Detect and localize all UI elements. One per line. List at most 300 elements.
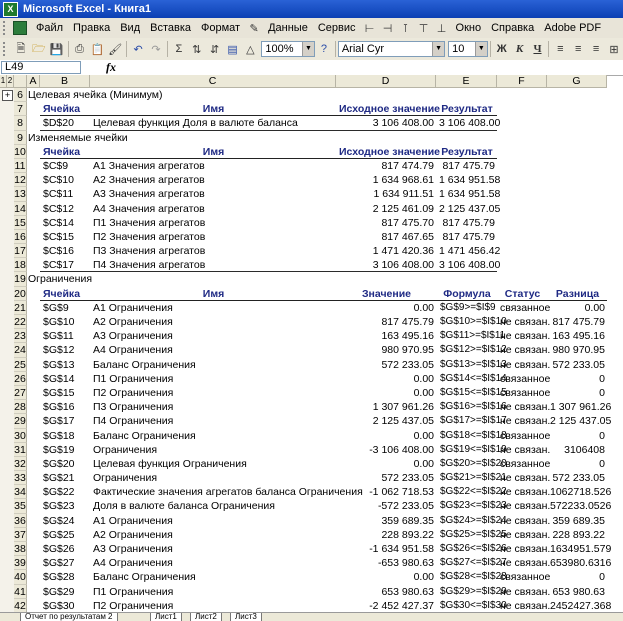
- row-header[interactable]: 15: [14, 216, 26, 229]
- autosum-icon[interactable]: Σ: [175, 43, 183, 55]
- cell-e[interactable]: 1 634 951.58: [439, 188, 501, 201]
- menu-window[interactable]: Окно: [455, 22, 482, 34]
- menu-help[interactable]: Справка: [491, 22, 535, 34]
- cell-b[interactable]: $G$26: [43, 543, 75, 555]
- cell-g[interactable]: 0: [599, 457, 605, 470]
- sort-descending-icon[interactable]: ⇵: [210, 43, 220, 56]
- menu-tools[interactable]: Сервис: [317, 22, 356, 34]
- cell-d[interactable]: 3 106 408.00: [372, 259, 434, 272]
- cell-g[interactable]: 2 125 437.05: [550, 415, 612, 428]
- cell-b[interactable]: $C$17: [43, 259, 74, 272]
- cell-e[interactable]: 2 125 437.05: [439, 202, 501, 215]
- drawing-icon[interactable]: ⊺: [402, 22, 409, 35]
- name-box[interactable]: L49: [1, 61, 81, 74]
- menu-file[interactable]: Файл: [36, 22, 64, 34]
- row-header[interactable]: 35: [14, 500, 26, 513]
- column-header-a[interactable]: A: [27, 75, 40, 88]
- cell-d[interactable]: Значение: [336, 287, 436, 301]
- cell-b[interactable]: $G$12: [43, 344, 75, 357]
- cell-c[interactable]: П2 Значения агрегатов: [93, 230, 206, 243]
- table-row: [0, 202, 623, 216]
- cell-g[interactable]: 1634951.579: [550, 543, 612, 555]
- cell-e[interactable]: Формула: [436, 287, 497, 301]
- row-header[interactable]: 22: [14, 316, 26, 328]
- help-icon[interactable]: ?: [320, 43, 327, 55]
- sheet-tab-report[interactable]: Отчет по результатам 2: [20, 613, 118, 621]
- cell-b[interactable]: $G$28: [43, 571, 75, 584]
- cell-b[interactable]: $C$11: [43, 188, 74, 201]
- outline-level-2-button[interactable]: 2: [7, 75, 14, 88]
- cell-e[interactable]: Результат: [436, 102, 497, 116]
- cell-e[interactable]: 817 475.79: [442, 159, 495, 172]
- chevron-down-icon[interactable]: ▼: [475, 42, 487, 56]
- cell-c[interactable]: П4 Значения агрегатов: [93, 259, 206, 272]
- cell-f[interactable]: не связан.: [500, 344, 551, 357]
- cell-e[interactable]: 3 106 408.00: [439, 259, 501, 272]
- cell-e[interactable]: $G$22<=$I$22: [440, 486, 507, 498]
- align-right-icon[interactable]: ≡: [592, 43, 600, 55]
- cell-c[interactable]: Имя: [90, 287, 336, 301]
- spreadsheet-grid[interactable]: [0, 75, 623, 613]
- cell-g[interactable]: 572 233.05: [552, 358, 605, 371]
- cell-b[interactable]: $G$22: [43, 486, 75, 499]
- cell-f[interactable]: не связан.: [500, 443, 551, 456]
- cell-f[interactable]: не связан.: [500, 486, 551, 499]
- cell-e[interactable]: $G$23<=$I$23: [440, 500, 507, 512]
- row-header[interactable]: 7: [14, 102, 27, 116]
- filter-icon[interactable]: ⊤: [418, 22, 429, 35]
- cell-f[interactable]: не связан.: [500, 599, 551, 612]
- cell-c[interactable]: Целевая функция Доля в валюте баланса: [93, 117, 298, 130]
- align-left-icon[interactable]: ≡: [557, 43, 564, 55]
- cell-e[interactable]: 3 106 408.00: [439, 117, 501, 130]
- cell-d[interactable]: 0.00: [413, 457, 434, 470]
- chart-icon[interactable]: ▤: [227, 43, 238, 56]
- cell-b[interactable]: $D$20: [43, 117, 74, 130]
- cell-c[interactable]: А4 Ограничения: [93, 557, 173, 570]
- row-header[interactable]: 6: [14, 88, 27, 102]
- cell-c[interactable]: А3 Ограничения: [93, 543, 173, 555]
- cell-e[interactable]: $G$26<=$I$26: [440, 543, 507, 554]
- cell-f[interactable]: не связан.: [500, 472, 551, 485]
- cell-b[interactable]: $C$16: [43, 245, 74, 258]
- cell-a[interactable]: Целевая ячейка (Минимум): [28, 89, 163, 101]
- row-header[interactable]: 13: [14, 188, 26, 201]
- cell-g[interactable]: 980 970.95: [552, 344, 605, 357]
- cell-e[interactable]: $G$19<=$I$19: [440, 443, 507, 455]
- cell-f[interactable]: не связан.: [500, 514, 551, 527]
- cell-c[interactable]: П4 Ограничения: [93, 415, 174, 428]
- cell-b[interactable]: $C$15: [43, 230, 74, 243]
- row-header[interactable]: 39: [14, 557, 26, 570]
- outline-icon[interactable]: ⊥: [436, 22, 447, 35]
- cell-d[interactable]: 0.00: [413, 372, 434, 385]
- cell-d[interactable]: 0.00: [413, 386, 434, 399]
- redo-icon[interactable]: ↷: [151, 43, 161, 56]
- underline-button[interactable]: Ч: [533, 43, 542, 55]
- cell-b[interactable]: $G$18: [43, 429, 75, 442]
- cell-c[interactable]: Ограничения: [93, 472, 157, 485]
- cell-b[interactable]: $C$10: [43, 174, 74, 187]
- row-header[interactable]: 28: [14, 401, 26, 414]
- cell-c[interactable]: П1 Значения агрегатов: [93, 216, 206, 229]
- row-header[interactable]: 38: [14, 543, 26, 555]
- cell-d[interactable]: 0.00: [413, 429, 434, 442]
- row-header[interactable]: 8: [14, 116, 27, 130]
- cell-d[interactable]: 163 495.16: [381, 330, 434, 343]
- cell-g[interactable]: 0: [599, 571, 605, 584]
- cell-c[interactable]: П3 Ограничения: [93, 401, 174, 414]
- cell-b[interactable]: $G$29: [43, 585, 75, 598]
- menu-data[interactable]: Данные: [268, 22, 308, 34]
- cell-c[interactable]: А2 Значения агрегатов: [93, 174, 205, 187]
- cell-b[interactable]: $G$25: [43, 528, 75, 541]
- cell-e[interactable]: $G$15<=$I$15: [440, 386, 507, 398]
- cell-d[interactable]: 1 634 968.61: [372, 174, 434, 187]
- cell-d[interactable]: 817 467.65: [381, 230, 434, 243]
- cell-f[interactable]: не связан.: [500, 557, 551, 570]
- cell-c[interactable]: Доля в валюте баланса Ограничения: [93, 500, 275, 513]
- cell-d[interactable]: 817 475.79: [381, 316, 434, 328]
- cell-f[interactable]: не связан.: [500, 585, 551, 598]
- cell-e[interactable]: $G$27<=$I$27: [440, 557, 507, 569]
- cell-e[interactable]: $G$18<=$I$18: [440, 429, 507, 441]
- cell-d[interactable]: 0.00: [413, 571, 434, 584]
- row-header[interactable]: 33: [14, 472, 26, 485]
- cell-d[interactable]: 980 970.95: [381, 344, 434, 357]
- italic-button[interactable]: К: [515, 43, 524, 55]
- menu-bar: [0, 18, 623, 39]
- cell-b[interactable]: $G$24: [43, 514, 75, 527]
- cell-d[interactable]: 817 474.79: [381, 159, 434, 172]
- table-row: [0, 457, 623, 471]
- cell-b[interactable]: $G$27: [43, 557, 75, 570]
- format-brush-icon[interactable]: 🖌: [108, 43, 123, 56]
- font-size-select[interactable]: [448, 41, 488, 57]
- sheet-tab-3[interactable]: Лист3: [230, 613, 262, 621]
- cell-d[interactable]: -653 980.63: [377, 557, 434, 570]
- cell-c[interactable]: А1 Значения агрегатов: [93, 159, 205, 172]
- cell-d[interactable]: 2 125 461.09: [372, 202, 434, 215]
- merge-center-icon[interactable]: ⊞: [609, 43, 619, 56]
- row-header[interactable]: 34: [14, 486, 26, 499]
- cell-g[interactable]: 2452427.368: [550, 599, 612, 612]
- cell-e[interactable]: $G$16>=$I$16: [440, 401, 507, 413]
- cell-b[interactable]: $G$14: [43, 372, 75, 385]
- column-header-g[interactable]: G: [547, 75, 607, 88]
- formula-bar: [0, 60, 623, 76]
- cell-g[interactable]: Разница: [547, 287, 607, 301]
- cell-b[interactable]: $G$20: [43, 457, 75, 470]
- cell-g[interactable]: 653 980.63: [552, 585, 605, 598]
- cell-c[interactable]: А2 Ограничения: [93, 316, 173, 328]
- row-header[interactable]: 19: [14, 273, 26, 286]
- cell-g[interactable]: 817 475.79: [552, 316, 605, 328]
- row-header[interactable]: 18: [14, 259, 26, 272]
- cell-e[interactable]: $G$12>=$I$12: [440, 344, 507, 356]
- cell-c[interactable]: П2 Ограничения: [93, 599, 174, 612]
- cell-d[interactable]: -3 106 408.00: [369, 443, 434, 456]
- cell-d[interactable]: 1 471 420.36: [372, 245, 434, 258]
- cell-g[interactable]: 0: [599, 429, 605, 442]
- cell-a[interactable]: Ограничения: [28, 273, 92, 286]
- row-header[interactable]: 16: [14, 230, 26, 243]
- cell-e[interactable]: Результат: [436, 145, 497, 159]
- cell-f[interactable]: связанное: [500, 457, 551, 470]
- cell-e[interactable]: 1 634 951.58: [439, 174, 501, 187]
- cell-d[interactable]: -572 233.05: [377, 500, 434, 513]
- outline-expand-button[interactable]: +: [2, 90, 13, 101]
- cell-d[interactable]: 228 893.22: [381, 528, 434, 541]
- row-header[interactable]: 31: [14, 443, 26, 456]
- cell-c[interactable]: Баланс Ограничения: [93, 358, 196, 371]
- table-row: [0, 386, 623, 400]
- cell-g[interactable]: 653980.6316: [550, 557, 612, 570]
- sort-ascending-icon[interactable]: ⇅: [192, 43, 202, 56]
- cell-g[interactable]: 0: [599, 372, 605, 385]
- row-header[interactable]: 11: [14, 159, 26, 172]
- cell-d[interactable]: Исходное значение: [336, 145, 436, 159]
- cell-e[interactable]: $G$24>=$I$24: [440, 514, 507, 526]
- cell-f[interactable]: не связан.: [500, 358, 551, 371]
- row-header[interactable]: 9: [14, 131, 27, 145]
- cell-g[interactable]: 0.00: [584, 301, 605, 314]
- column-header-c[interactable]: C: [90, 75, 336, 88]
- toolbar-grip-2[interactable]: [3, 42, 9, 56]
- cell-b[interactable]: $G$13: [43, 358, 75, 371]
- cell-d[interactable]: 359 689.35: [381, 514, 434, 527]
- row-header[interactable]: 24: [14, 344, 26, 357]
- row-header[interactable]: 21: [14, 301, 26, 314]
- row-header[interactable]: 26: [14, 372, 26, 385]
- select-all-corner[interactable]: [14, 75, 27, 88]
- cell-c[interactable]: А3 Значения агрегатов: [93, 188, 205, 201]
- cell-e[interactable]: $G$20>=$I$20: [440, 457, 507, 469]
- cell-b[interactable]: $G$19: [43, 443, 75, 456]
- save-icon[interactable]: 💾: [49, 43, 64, 56]
- cell-e[interactable]: 817 475.79: [442, 230, 495, 243]
- row-header[interactable]: 29: [14, 415, 26, 428]
- cell-c[interactable]: А2 Ограничения: [93, 528, 173, 541]
- cell-c[interactable]: Ограничения: [93, 443, 157, 456]
- cell-f[interactable]: связанное: [500, 571, 551, 584]
- bold-button[interactable]: Ж: [496, 43, 507, 55]
- cell-d[interactable]: 653 980.63: [381, 585, 434, 598]
- title-bar: [0, 0, 623, 18]
- print-icon[interactable]: ⎙: [75, 42, 84, 55]
- cell-g[interactable]: 359 689.35: [552, 514, 605, 527]
- cell-b[interactable]: $G$17: [43, 415, 75, 428]
- cell-d[interactable]: 1 634 911.51: [373, 188, 434, 201]
- font-value: Arial Cyr: [341, 43, 385, 55]
- cell-f[interactable]: связанное: [500, 429, 551, 442]
- cell-c[interactable]: Фактические значения агрегатов баланса Ограничения: [93, 486, 363, 499]
- format-painter-icon[interactable]: ✎: [249, 22, 259, 35]
- cell-c[interactable]: П2 Ограничения: [93, 386, 174, 399]
- workbook-icon[interactable]: [13, 21, 27, 35]
- cell-f[interactable]: связанное: [500, 372, 551, 385]
- cell-d[interactable]: 817 475.70: [381, 216, 434, 229]
- row-header[interactable]: 23: [14, 330, 26, 343]
- table-row: [0, 358, 623, 372]
- cell-c[interactable]: А1 Ограничения: [93, 514, 173, 527]
- cell-f[interactable]: не связан.: [500, 401, 551, 414]
- cell-g[interactable]: 1 307 961.26: [550, 401, 612, 414]
- sheet-tab-2[interactable]: Лист2: [190, 613, 222, 621]
- column-header-e[interactable]: E: [436, 75, 497, 88]
- cell-c[interactable]: Имя: [90, 102, 336, 116]
- cell-d[interactable]: 3 106 408.00: [372, 117, 434, 130]
- row-header[interactable]: 40: [14, 571, 26, 584]
- cell-d[interactable]: 572 233.05: [381, 472, 434, 485]
- cell-e[interactable]: $G$28<=$I$28: [440, 571, 507, 583]
- cell-g[interactable]: 572 233.05: [552, 472, 605, 485]
- cell-b[interactable]: $C$14: [43, 216, 74, 229]
- cell-e[interactable]: $G$11>=$I$11: [440, 330, 506, 342]
- toolbar-grip[interactable]: [3, 21, 9, 35]
- cell-d[interactable]: 1 307 961.26: [372, 401, 434, 414]
- cell-b[interactable]: $G$21: [43, 472, 75, 485]
- cell-f[interactable]: не связан.: [500, 316, 551, 328]
- new-icon[interactable]: 🗎: [16, 42, 26, 55]
- sheet-tab-1[interactable]: Лист1: [150, 613, 182, 621]
- column-header-d[interactable]: D: [336, 75, 436, 88]
- cell-f[interactable]: не связан.: [500, 528, 551, 541]
- cell-c[interactable]: А4 Значения агрегатов: [93, 202, 205, 215]
- formula-input[interactable]: [116, 61, 623, 74]
- row-header[interactable]: 37: [14, 528, 26, 541]
- cell-b[interactable]: $G$23: [43, 500, 75, 513]
- cell-a[interactable]: Изменяемые ячейки: [28, 131, 128, 144]
- cell-d[interactable]: 572 233.05: [381, 358, 434, 371]
- cell-d[interactable]: 0.00: [413, 301, 434, 314]
- row-header[interactable]: 36: [14, 514, 26, 527]
- cell-f[interactable]: связанное: [500, 386, 551, 399]
- cell-d[interactable]: -1 062 718.53: [369, 486, 434, 499]
- cell-e[interactable]: $G$13>=$I$13: [440, 358, 507, 370]
- zoom-select[interactable]: [261, 41, 315, 57]
- cell-d[interactable]: 2 125 437.05: [372, 415, 434, 428]
- cell-g[interactable]: 572233.0526: [550, 500, 612, 513]
- table-row: [0, 329, 623, 343]
- menu-view[interactable]: Вид: [120, 22, 141, 34]
- row-header[interactable]: 20: [14, 287, 26, 300]
- menu-insert[interactable]: Вставка: [150, 22, 192, 34]
- cell-f[interactable]: не связан.: [500, 543, 551, 555]
- cell-b[interactable]: $G$16: [43, 401, 75, 414]
- cell-e[interactable]: $G$17>=$I$17: [440, 415, 507, 427]
- row-header[interactable]: 10: [14, 145, 26, 158]
- row-header[interactable]: 12: [14, 174, 26, 187]
- drawing-toolbar-icon[interactable]: △: [246, 43, 255, 56]
- cell-c[interactable]: Имя: [90, 145, 336, 159]
- cell-f[interactable]: не связан.: [500, 415, 551, 428]
- row-header[interactable]: 32: [14, 457, 26, 470]
- fx-icon[interactable]: fx: [106, 60, 116, 74]
- cell-b[interactable]: Ячейка: [40, 145, 90, 159]
- cell-b[interactable]: Ячейка: [40, 102, 90, 116]
- column-header-b[interactable]: B: [40, 75, 90, 88]
- cell-g[interactable]: 1062718.526: [550, 486, 612, 499]
- cell-c[interactable]: А1 Ограничения: [93, 301, 173, 314]
- cell-e[interactable]: $G$29>=$I$29: [440, 585, 507, 597]
- cell-e[interactable]: $G$9>=$I$9: [440, 301, 496, 313]
- table-row: [0, 570, 623, 584]
- cell-g[interactable]: 163 495.16: [552, 330, 605, 343]
- cell-c[interactable]: Целевая функция Ограничения: [93, 457, 247, 470]
- row-header[interactable]: 30: [14, 429, 26, 442]
- cell-f[interactable]: связанное: [500, 301, 551, 314]
- row-header[interactable]: 14: [14, 202, 26, 215]
- cell-f[interactable]: Статус: [497, 287, 547, 301]
- font-select[interactable]: [338, 41, 445, 57]
- cell-f[interactable]: не связан.: [500, 330, 551, 343]
- chevron-down-icon[interactable]: ▼: [302, 42, 314, 56]
- row-header[interactable]: 27: [14, 386, 26, 399]
- undo-icon[interactable]: ↶: [133, 43, 143, 56]
- cell-b[interactable]: $G$15: [43, 386, 75, 399]
- menu-edit[interactable]: Правка: [73, 22, 111, 34]
- menu-format[interactable]: Формат: [201, 22, 241, 34]
- row-header[interactable]: 42: [14, 599, 26, 612]
- cell-e[interactable]: $G$30<=$I$30: [440, 599, 507, 611]
- open-icon[interactable]: 🗁: [31, 42, 46, 55]
- cell-e[interactable]: $G$10>=$I$10: [440, 316, 507, 327]
- cell-b[interactable]: Ячейка: [40, 287, 90, 301]
- separator: [68, 41, 69, 57]
- cell-c[interactable]: П1 Ограничения: [93, 585, 174, 598]
- row-header[interactable]: 17: [14, 245, 26, 258]
- menu-adobe-pdf[interactable]: Adobe PDF: [544, 22, 602, 34]
- cell-e[interactable]: $G$25>=$I$25: [440, 528, 507, 540]
- cell-c[interactable]: П1 Ограничения: [93, 372, 174, 385]
- cell-d[interactable]: -1 634 951.58: [369, 543, 434, 555]
- cell-g[interactable]: 228 893.22: [552, 528, 605, 541]
- cell-d[interactable]: Исходное значение: [336, 102, 436, 116]
- cell-c[interactable]: А4 Ограничения: [93, 344, 173, 357]
- table-row: [0, 514, 623, 528]
- align-center-icon[interactable]: ≡: [575, 43, 582, 55]
- cell-c[interactable]: Баланс Ограничения: [93, 571, 196, 584]
- cell-b[interactable]: $G$10: [43, 316, 75, 328]
- cell-e[interactable]: 817 475.79: [442, 216, 495, 229]
- cell-b[interactable]: $G$9: [43, 301, 69, 314]
- cell-b[interactable]: $C$12: [43, 202, 74, 215]
- column-header-f[interactable]: F: [497, 75, 547, 88]
- cell-e[interactable]: $G$14<=$I$14: [440, 372, 507, 384]
- cell-c[interactable]: А3 Ограничения: [93, 330, 173, 343]
- cell-g[interactable]: 3106408: [564, 443, 605, 456]
- cell-e[interactable]: $G$21>=$I$21: [440, 472, 507, 484]
- cell-b[interactable]: $C$9: [43, 159, 69, 172]
- cell-b[interactable]: $G$11: [43, 330, 74, 343]
- row-header[interactable]: 41: [14, 585, 26, 598]
- chevron-down-icon[interactable]: ▼: [432, 42, 444, 56]
- cell-c[interactable]: Баланс Ограничения: [93, 429, 196, 442]
- cell-c[interactable]: П3 Значения агрегатов: [93, 245, 206, 258]
- cell-b[interactable]: $G$30: [43, 599, 75, 612]
- chart-wizard-icon[interactable]: ⊣: [382, 22, 393, 35]
- cell-d[interactable]: -2 452 427.37: [369, 599, 434, 612]
- table-row: [0, 244, 623, 258]
- cell-f[interactable]: не связан.: [500, 500, 551, 513]
- paste-icon[interactable]: 📋: [90, 43, 105, 56]
- row-header[interactable]: 25: [14, 358, 26, 371]
- outline-level-1-button[interactable]: 1: [0, 75, 7, 88]
- cell-e[interactable]: 1 471 456.42: [439, 245, 501, 258]
- cell-g[interactable]: 0: [599, 386, 605, 399]
- pivot-icon[interactable]: ⊢: [364, 22, 375, 35]
